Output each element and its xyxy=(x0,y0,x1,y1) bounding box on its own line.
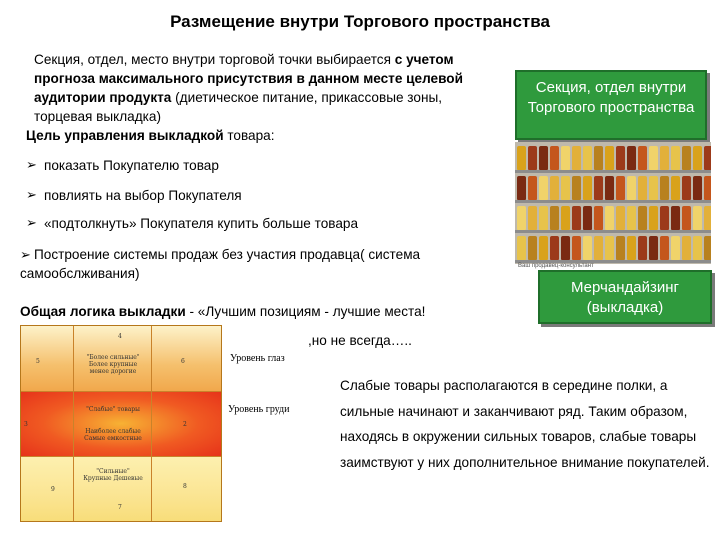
jar-shape xyxy=(605,146,614,170)
jar-shape xyxy=(671,236,680,260)
diagram-label: "Слабые" товары xyxy=(86,406,140,413)
intro-text-1: Секция, отдел, место внутри торговой точки выбирается xyxy=(34,52,395,67)
jar-shape xyxy=(638,146,647,170)
jar-shape xyxy=(561,176,570,200)
diagram-number: 2 xyxy=(183,421,187,428)
bullet-item xyxy=(26,187,242,203)
jar-shape xyxy=(693,176,702,200)
jar-shape xyxy=(583,236,592,260)
jar-shape xyxy=(572,146,581,170)
jar-shape xyxy=(528,236,537,260)
merchandising-box: Мерчандайзинг (выкладка) xyxy=(538,270,712,324)
jar-shape xyxy=(517,206,526,230)
jar-shape xyxy=(638,176,647,200)
weak-products-paragraph: Слабые товары располагаются в середине полки, а сильные начинают и заканчивают ряд. Таким образом, находясь в окружении сильных товаров, слабые товары заимствуют у них дополнительное внимание покупателей. xyxy=(340,378,710,470)
jar-shape xyxy=(660,146,669,170)
jar-shape xyxy=(594,146,603,170)
jar-shape xyxy=(583,206,592,230)
jar-shape xyxy=(671,206,680,230)
jar-shape xyxy=(550,206,559,230)
jar-shape xyxy=(594,236,603,260)
jar-shape xyxy=(682,176,691,200)
jar-shape xyxy=(539,146,548,170)
logic-normal: - «Лучшим позициям - лучшие места! xyxy=(185,304,426,319)
jar-shape xyxy=(704,176,711,200)
level-eyes-label: Уровень глаз xyxy=(230,353,285,364)
jar-shape xyxy=(528,176,537,200)
diagram-number: 3 xyxy=(24,421,28,428)
diagram-row-middle xyxy=(21,391,221,456)
page-title: Размещение внутри Торгового пространства xyxy=(170,12,550,31)
arrow-bullet-icon: ➢ xyxy=(26,157,37,172)
jar-shape xyxy=(517,176,526,200)
shelf-photo xyxy=(515,142,711,264)
jar-shape xyxy=(627,146,636,170)
intro-paragraph xyxy=(34,50,504,126)
diagram-number: 6 xyxy=(181,358,185,365)
jar-shape xyxy=(550,236,559,260)
jar-shape xyxy=(638,236,647,260)
shelf-layout-diagram xyxy=(20,325,222,522)
section-box: Секция, отдел внутри Торгового пространства xyxy=(515,70,707,140)
jar-shape xyxy=(572,176,581,200)
system-text: Построение системы продаж без участия продавца( система самообслживания) xyxy=(20,247,421,281)
photo-caption: Ваш продавец-консультант xyxy=(518,263,594,269)
jar-shape xyxy=(605,206,614,230)
jar-shape xyxy=(550,146,559,170)
bullet-text: показать Покупателю товар xyxy=(44,157,219,173)
jar-shape xyxy=(649,146,658,170)
diagram-number: 9 xyxy=(51,486,55,493)
logic-line xyxy=(20,304,425,319)
jar-shape xyxy=(594,206,603,230)
jar-shape xyxy=(627,176,636,200)
jar-shape xyxy=(693,236,702,260)
logic-bold: Общая логика выкладки xyxy=(20,304,186,319)
bullet-item xyxy=(26,157,219,173)
jar-shape xyxy=(627,236,636,260)
jar-shape xyxy=(616,206,625,230)
jar-shape xyxy=(638,206,647,230)
diagram-number: 8 xyxy=(183,483,187,490)
jar-shape xyxy=(605,236,614,260)
jar-shape xyxy=(682,206,691,230)
jar-shape xyxy=(528,206,537,230)
jar-shape xyxy=(517,236,526,260)
arrow-bullet-icon: ➢ xyxy=(20,247,31,262)
jar-shape xyxy=(594,176,603,200)
jar-shape xyxy=(649,206,658,230)
goal-bold: Цель управления выкладкой xyxy=(26,128,224,143)
jar-shape xyxy=(583,176,592,200)
jar-shape xyxy=(704,236,711,260)
jar-shape xyxy=(693,146,702,170)
level-chest-label: Уровень груди xyxy=(228,404,290,415)
bullet-item xyxy=(26,215,358,231)
jar-shape xyxy=(561,206,570,230)
bullet-text: «подтолкнуть» Покупателя купить больше товара xyxy=(44,215,359,231)
jar-shape xyxy=(704,206,711,230)
jar-shape xyxy=(550,176,559,200)
but-line: ,но не всегда….. xyxy=(308,333,412,348)
jar-shape xyxy=(616,236,625,260)
jar-shape xyxy=(682,236,691,260)
jar-shape xyxy=(539,176,548,200)
intro-text-bold: с учетом прогноза максимального присутствия в данном месте целевой аудитории продукта xyxy=(34,52,463,105)
jar-shape xyxy=(704,146,711,170)
goal-heading xyxy=(26,128,275,143)
jar-shape xyxy=(649,176,658,200)
diagram-number: 4 xyxy=(118,333,122,340)
system-paragraph xyxy=(20,245,515,283)
jar-shape xyxy=(517,146,526,170)
goal-normal: товара: xyxy=(223,128,275,143)
jar-shape xyxy=(561,146,570,170)
jar-shape xyxy=(572,206,581,230)
jar-shape xyxy=(583,146,592,170)
jar-shape xyxy=(671,146,680,170)
jar-shape xyxy=(572,236,581,260)
arrow-bullet-icon: ➢ xyxy=(26,187,37,202)
jar-shape xyxy=(627,206,636,230)
intro-text-2: (диетическое питание, прикассовые зоны, торцевая выкладка) xyxy=(34,90,443,124)
jar-shape xyxy=(660,176,669,200)
bullet-text: повлиять на выбор Покупателя xyxy=(44,187,242,203)
diagram-label: Наиболее слабые Самые емкостные xyxy=(84,428,142,442)
jar-shape xyxy=(539,236,548,260)
arrow-bullet-icon: ➢ xyxy=(26,215,37,230)
jar-shape xyxy=(660,236,669,260)
jar-shape xyxy=(616,176,625,200)
jar-shape xyxy=(528,146,537,170)
jar-shape xyxy=(693,206,702,230)
jar-shape xyxy=(539,206,548,230)
jar-shape xyxy=(649,236,658,260)
diagram-number: 5 xyxy=(36,358,40,365)
jar-shape xyxy=(561,236,570,260)
diagram-label: "Более сильные" Более крупные менее дорогие xyxy=(86,354,140,375)
jar-shape xyxy=(660,206,669,230)
jar-shape xyxy=(616,146,625,170)
jar-shape xyxy=(671,176,680,200)
diagram-label: "Сильные" Крупные Дешевые xyxy=(83,468,143,482)
jar-shape xyxy=(605,176,614,200)
jar-shape xyxy=(682,146,691,170)
diagram-number: 7 xyxy=(118,504,122,511)
